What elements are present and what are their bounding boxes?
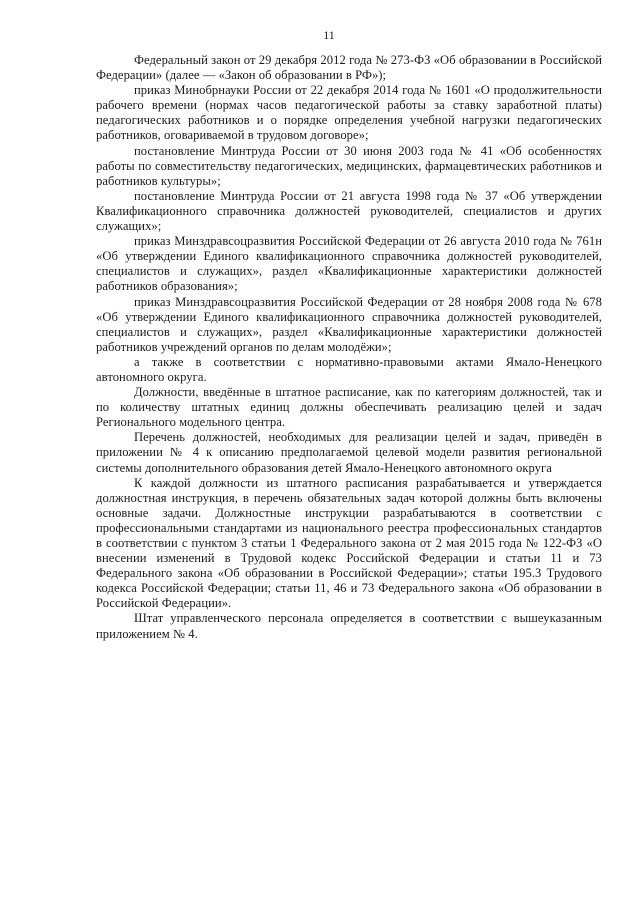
paragraph-positions-list: Перечень должностей, необходимых для реализации целей и задач, приведён в приложении № 4 к описанию предполагаемой целевой модели развития региональной системы дополнительного образования детей Ямало-Ненецкого автономного округа: [96, 430, 602, 475]
paragraph-order-1601: приказ Минобрнауки России от 22 декабря 2014 года № 1601 «О продолжительности рабочего времени (нормах часов педагогической работы за ставку заработной платы) педагогических работников и о порядке определения учебной нагрузки педагогических работников, оговариваемой в трудовом договоре»;: [96, 83, 602, 143]
paragraph-positions-staffing: Должности, введённые в штатное расписание, как по категориям должностей, так и по количеству штатных единиц должны обеспечивать реализацию целей и задач Регионального модельного центра.: [96, 385, 602, 430]
paragraph-order-678: приказ Минздравсоцразвития Российской Федерации от 28 ноября 2008 года № 678 «Об утверждении Единого квалификационного справочника должностей руководителей, специалистов и служащих», раздел «Квалификационные характеристики должностей работников учреждений органов по делам молодёжи»;: [96, 294, 602, 354]
page-number: 11: [323, 28, 335, 42]
paragraph-job-instructions: К каждой должности из штатного расписания разрабатывается и утверждается должностная инструкция, в перечень обязательных задач которой должны быть включены основные задачи. Должностные инструкции разрабатываются в соответствии с профессиональными стандартами из национального реестра профессиональных стандартов в соответствии с пунктом 3 статьи 1 Федерального закона от 2 мая 2015 года № 122-ФЗ «О внесении изменений в Трудовой кодекс Российской Федерации и статьи 11 и 73 Федерального закона «Об образовании в Российской Федерации»; статьи 195.3 Трудового кодекса Российской Федерации; статьи 11, 46 и 73 Федерального закона «Об образовании в Российской Федерации».: [96, 475, 602, 611]
paragraph-resolution-37: постановление Минтруда России от 21 августа 1998 года № 37 «Об утверждении Квалификационного справочника должностей руководителей, специалистов и других служащих»;: [96, 188, 602, 234]
paragraph-regional-acts: а также в соответствии с нормативно-правовыми актами Ямало-Ненецкого автономного округа.: [96, 354, 602, 384]
paragraph-resolution-41: постановление Минтруда России от 30 июня 2003 года № 41 «Об особенностях работы по совместительству педагогических, медицинских, фармацевтических работников и работников культуры»;: [96, 143, 602, 188]
paragraph-federal-law-273: Федеральный закон от 29 декабря 2012 года № 273-ФЗ «Об образовании в Российской Федерации» (далее — «Закон об образовании в РФ»);: [96, 53, 602, 83]
paragraph-management-staff: Штат управленческого персонала определяется в соответствии с вышеуказанным приложением № 4.: [96, 611, 602, 641]
paragraph-order-761n: приказ Минздравсоцразвития Российской Федерации от 26 августа 2010 года № 761н «Об утверждении Единого квалификационного справочника должностей руководителей, специалистов и служащих», раздел «Квалификационные характеристики должностей работников образования»;: [96, 234, 602, 294]
